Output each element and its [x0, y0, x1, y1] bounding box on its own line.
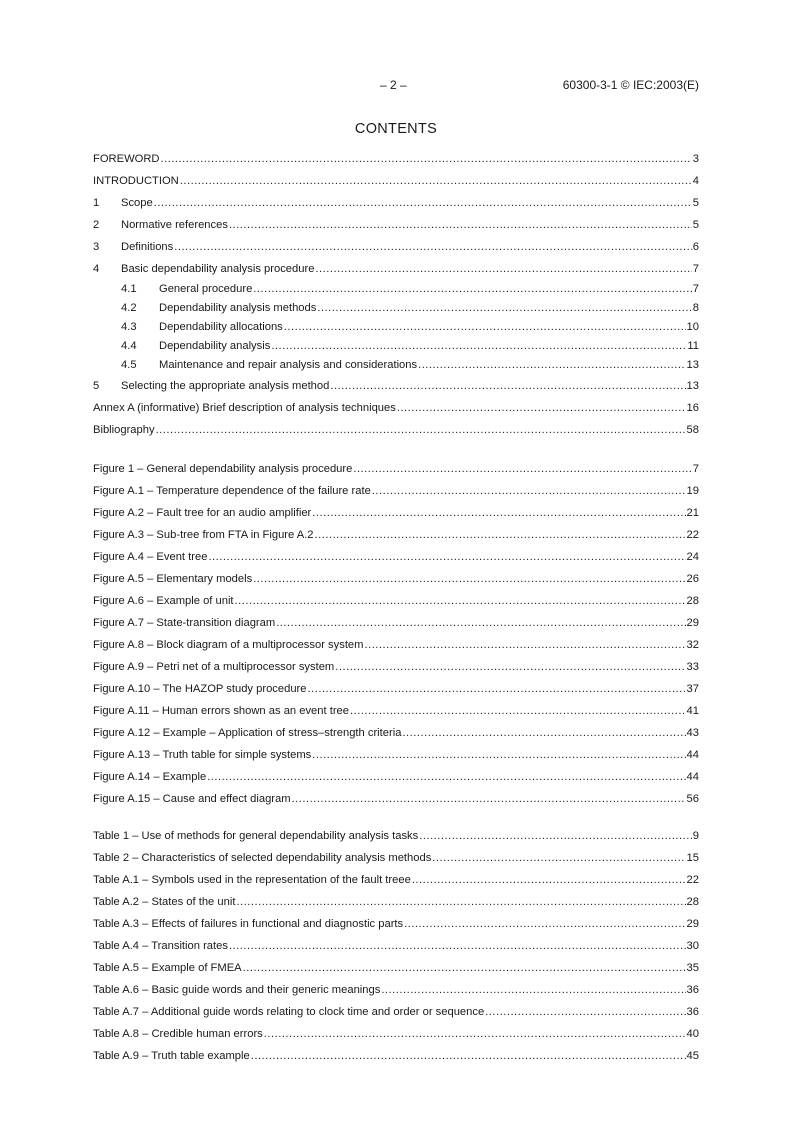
figure-entry[interactable] [93, 700, 699, 722]
entry-page-number: 44 [686, 749, 699, 761]
leader-dots [235, 590, 686, 612]
entry-label: Bibliography [93, 424, 155, 436]
entry-page-number: 3 [692, 153, 699, 165]
entry-label: Figure A.11 – Human errors shown as an event tree [93, 705, 349, 717]
entry-page-number: 10 [686, 321, 699, 333]
figure-entry[interactable] [93, 722, 699, 744]
table-entry[interactable] [93, 847, 699, 869]
contents-entry[interactable] [93, 337, 699, 356]
table-entry[interactable] [93, 891, 699, 913]
entry-page-number: 29 [686, 617, 699, 629]
table-entry[interactable] [93, 1045, 699, 1067]
entry-page-number: 37 [686, 683, 699, 695]
entry-label: Figure A.6 – Example of unit [93, 595, 234, 607]
contents-list [93, 148, 699, 441]
page-title: CONTENTS [354, 121, 438, 137]
entry-label: Selecting the appropriate analysis method [121, 380, 330, 392]
figure-entry[interactable] [93, 788, 699, 810]
contents-entry[interactable] [93, 280, 699, 299]
entry-number: 4.1 [121, 283, 137, 295]
table-entry[interactable] [93, 979, 699, 1001]
leader-dots [276, 612, 685, 634]
leader-dots [419, 825, 692, 847]
table-entry[interactable] [93, 869, 699, 891]
figure-entry[interactable] [93, 678, 699, 700]
leader-dots [292, 788, 686, 810]
leader-dots [372, 480, 686, 502]
figure-entry[interactable] [93, 590, 699, 612]
figure-entry[interactable] [93, 634, 699, 656]
figure-entry[interactable] [93, 524, 699, 546]
figure-entry[interactable] [93, 766, 699, 788]
entry-label: Figure A.2 – Fault tree for an audio amplifier [93, 507, 312, 519]
entry-page-number: 36 [686, 1006, 699, 1018]
leader-dots [207, 766, 685, 788]
leader-dots [317, 299, 691, 318]
table-entry[interactable] [93, 825, 699, 847]
contents-entry[interactable] [93, 318, 699, 337]
entry-page-number: 30 [686, 940, 699, 952]
contents-entry[interactable] [93, 299, 699, 318]
figure-entry[interactable] [93, 568, 699, 590]
figures-list [93, 458, 699, 810]
contents-entry[interactable] [93, 170, 699, 192]
contents-entry[interactable] [93, 419, 699, 441]
entry-page-number: 13 [686, 359, 699, 371]
entry-label: Table A.1 – Symbols used in the representation of the fault treee [93, 874, 411, 886]
entry-label: Table A.3 – Effects of failures in functional and diagnostic parts [93, 918, 404, 930]
leader-dots [418, 356, 685, 375]
entry-page-number: 9 [692, 830, 699, 842]
entry-number: 4 [93, 263, 100, 275]
leader-dots [229, 935, 686, 957]
entry-page-number: 29 [686, 918, 699, 930]
entry-page-number: 41 [686, 705, 699, 717]
table-entry[interactable] [93, 913, 699, 935]
leader-dots [253, 568, 685, 590]
leader-dots [161, 148, 692, 170]
leader-dots [330, 375, 685, 397]
entry-number: 4.2 [121, 302, 137, 314]
entry-page-number: 45 [686, 1050, 699, 1062]
entry-page-number: 7 [692, 263, 699, 275]
contents-entry[interactable] [93, 375, 699, 397]
leader-dots [381, 979, 685, 1001]
entry-page-number: 40 [686, 1028, 699, 1040]
entry-label: Dependability analysis [159, 340, 271, 352]
tables-list [93, 825, 699, 1067]
entry-label: Figure A.13 – Truth table for simple systems [93, 749, 312, 761]
entry-label: Figure A.8 – Block diagram of a multiprocessor system [93, 639, 364, 651]
leader-dots [264, 1023, 686, 1045]
leader-dots [404, 913, 685, 935]
leader-dots [308, 678, 686, 700]
entry-page-number: 7 [692, 283, 699, 295]
entry-page-number: 5 [692, 219, 699, 231]
entry-number: 4.5 [121, 359, 137, 371]
figure-entry[interactable] [93, 744, 699, 766]
figure-entry[interactable] [93, 612, 699, 634]
contents-entry[interactable] [93, 258, 699, 280]
leader-dots [271, 337, 686, 356]
leader-dots [243, 957, 686, 979]
leader-dots [312, 744, 685, 766]
figure-entry[interactable] [93, 656, 699, 678]
entry-label: Figure A.12 – Example – Application of stress–strength criteria [93, 727, 402, 739]
entry-page-number: 8 [692, 302, 699, 314]
leader-dots [180, 170, 692, 192]
contents-entry[interactable] [93, 397, 699, 419]
entry-number: 3 [93, 241, 100, 253]
leader-dots [312, 502, 685, 524]
entry-label: Annex A (informative) Brief description of analysis techniques [93, 402, 396, 414]
leader-dots [350, 700, 686, 722]
entry-label: Figure A.3 – Sub-tree from FTA in Figure A.2 [93, 529, 314, 541]
page-header [93, 78, 699, 94]
leader-dots [315, 524, 686, 546]
entry-page-number: 33 [686, 661, 699, 673]
entry-label: Figure A.14 – Example [93, 771, 207, 783]
entry-label: Table 2 – Characteristics of selected dependability analysis methods [93, 852, 432, 864]
table-entry[interactable] [93, 935, 699, 957]
entry-label: Table 1 – Use of methods for general dependability analysis tasks [93, 830, 419, 842]
entry-number: 4.3 [121, 321, 137, 333]
entry-label: Dependability analysis methods [159, 302, 317, 314]
entry-page-number: 36 [686, 984, 699, 996]
entry-page-number: 44 [686, 771, 699, 783]
leader-dots [353, 458, 691, 480]
entry-label: FOREWORD [93, 153, 160, 165]
leader-dots [402, 722, 685, 744]
entry-label: Table A.8 – Credible human errors [93, 1028, 263, 1040]
leader-dots [397, 397, 686, 419]
leader-dots [284, 318, 686, 337]
entry-label: Maintenance and repair analysis and considerations [159, 359, 418, 371]
leader-dots [253, 280, 691, 299]
document-reference: 60300-3-1 © IEC:2003(E) [562, 78, 699, 92]
leader-dots [251, 1045, 686, 1067]
entry-page-number: 22 [686, 874, 699, 886]
leader-dots [154, 192, 692, 214]
leader-dots [412, 869, 686, 891]
entry-page-number: 28 [686, 595, 699, 607]
entry-label: Dependability allocations [159, 321, 283, 333]
entry-page-number: 32 [686, 639, 699, 651]
entry-label: Figure A.7 – State-transition diagram [93, 617, 276, 629]
leader-dots [156, 419, 686, 441]
entry-page-number: 56 [686, 793, 699, 805]
figure-entry[interactable] [93, 546, 699, 568]
entry-label: INTRODUCTION [93, 175, 179, 187]
page-number: – 2 – [380, 78, 407, 92]
entry-page-number: 26 [686, 573, 699, 585]
entry-page-number: 13 [686, 380, 699, 392]
contents-entry[interactable] [93, 192, 699, 214]
entry-label: Figure A.5 – Elementary models [93, 573, 253, 585]
entry-number: 2 [93, 219, 100, 231]
entry-page-number: 24 [686, 551, 699, 563]
entry-label: Table A.7 – Additional guide words relating to clock time and order or sequence [93, 1006, 485, 1018]
contents-entry[interactable] [93, 214, 699, 236]
leader-dots [236, 891, 685, 913]
entry-number: 4.4 [121, 340, 137, 352]
entry-page-number: 16 [686, 402, 699, 414]
entry-page-number: 4 [692, 175, 699, 187]
contents-entry[interactable] [93, 356, 699, 375]
entry-label: Figure A.15 – Cause and effect diagram [93, 793, 291, 805]
table-entry[interactable] [93, 957, 699, 979]
contents-entry[interactable] [93, 148, 699, 170]
entry-page-number: 43 [686, 727, 699, 739]
entry-label: Definitions [121, 241, 174, 253]
entry-label: Figure 1 – General dependability analysis procedure [93, 463, 353, 475]
leader-dots [335, 656, 685, 678]
entry-label: Scope [121, 197, 153, 209]
entry-label: Table A.9 – Truth table example [93, 1050, 250, 1062]
leader-dots [364, 634, 685, 656]
entry-label: Table A.6 – Basic guide words and their generic meanings [93, 984, 381, 996]
entry-number: 1 [93, 197, 100, 209]
entry-page-number: 15 [686, 852, 699, 864]
entry-page-number: 35 [686, 962, 699, 974]
entry-page-number: 6 [692, 241, 699, 253]
entry-label: Basic dependability analysis procedure [121, 263, 315, 275]
figure-entry[interactable] [93, 458, 699, 480]
figure-entry[interactable] [93, 502, 699, 524]
entry-page-number: 28 [686, 896, 699, 908]
leader-dots [208, 546, 685, 568]
leader-dots [174, 236, 692, 258]
entry-page-number: 5 [692, 197, 699, 209]
table-entry[interactable] [93, 1023, 699, 1045]
entry-page-number: 58 [686, 424, 699, 436]
figure-entry[interactable] [93, 480, 699, 502]
entry-page-number: 22 [686, 529, 699, 541]
entry-number: 5 [93, 380, 100, 392]
entry-label: Figure A.1 – Temperature dependence of the failure rate [93, 485, 371, 497]
table-entry[interactable] [93, 1001, 699, 1023]
entry-page-number: 7 [692, 463, 699, 475]
entry-label: Figure A.4 – Event tree [93, 551, 208, 563]
leader-dots [432, 847, 685, 869]
leader-dots [485, 1001, 685, 1023]
entry-label: Table A.4 – Transition rates [93, 940, 228, 952]
leader-dots [315, 258, 691, 280]
contents-entry[interactable] [93, 236, 699, 258]
entry-label: Figure A.9 – Petri net of a multiprocessor system [93, 661, 335, 673]
entry-label: Table A.5 – Example of FMEA [93, 962, 242, 974]
entry-label: Table A.2 – States of the unit [93, 896, 236, 908]
entry-page-number: 11 [687, 340, 699, 352]
entry-page-number: 21 [686, 507, 699, 519]
leader-dots [229, 214, 692, 236]
entry-page-number: 19 [686, 485, 699, 497]
entry-label: General procedure [159, 283, 253, 295]
entry-label: Normative references [121, 219, 228, 231]
entry-label: Figure A.10 – The HAZOP study procedure [93, 683, 307, 695]
